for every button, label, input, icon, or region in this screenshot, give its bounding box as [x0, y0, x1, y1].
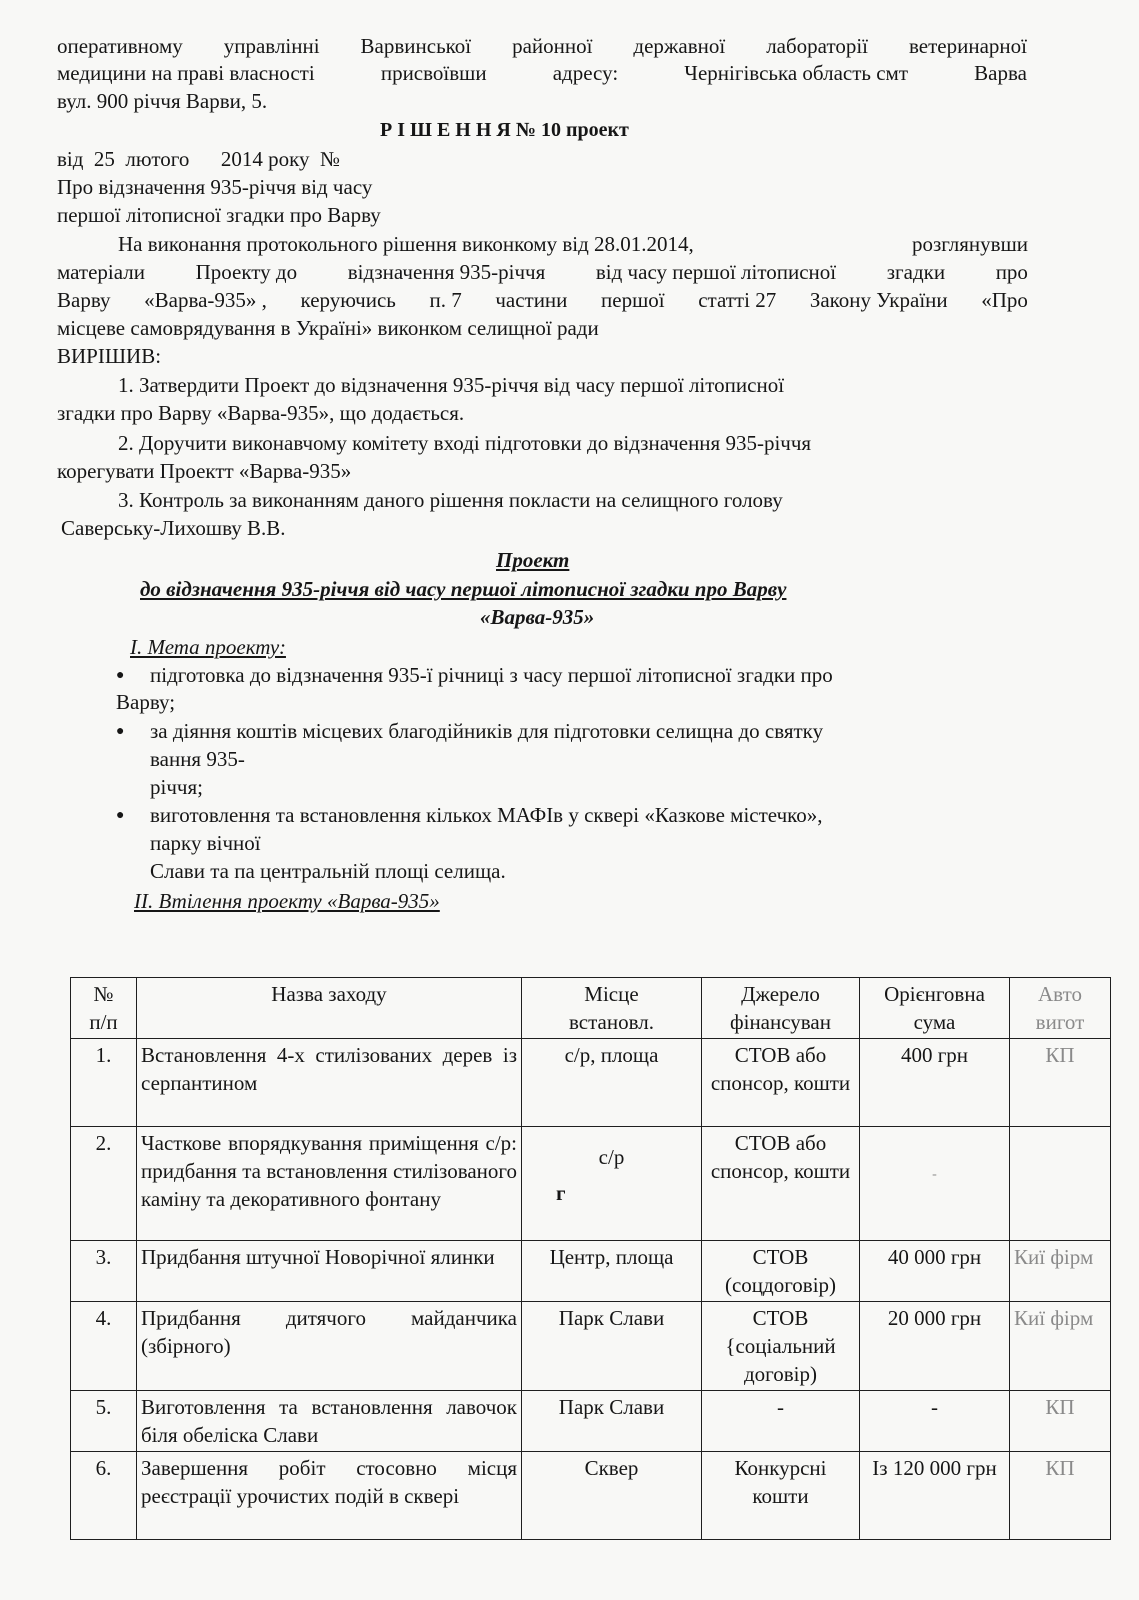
item-3-line-2: Саверську-Лихошву В.В.: [61, 516, 286, 540]
bullet-2-line-2: вання 935-: [150, 747, 245, 771]
table-row: [71, 1127, 1111, 1241]
item-2-line-2: корегувати Проектт «Варва-935»: [57, 459, 352, 483]
paragraph-1-line-3: Варву «Варва-935» , керуючись п. 7 частини першої статті 27 Закону України «Про: [57, 288, 1028, 312]
row-sum: 40 000 грн: [860, 1241, 1010, 1302]
row-event-name: Виготовлення та встановлення лавочок біля обеліска Слави: [137, 1391, 522, 1452]
row-place: с/р, площа: [522, 1039, 702, 1127]
decision-date: від 25 лютого 2014 року №: [57, 147, 341, 171]
paragraph-1-line-1: На виконання протокольного рішення виконкому від 28.01.2014, розглянувши: [118, 232, 1028, 256]
header-sum: Орієнговна сума: [860, 978, 1010, 1039]
item-3-line-1: 3. Контроль за виконанням даного рішення покласти на селищного голову: [118, 488, 783, 512]
row-event-name: Придбання штучної Новорічної ялинки: [137, 1241, 522, 1302]
row-author: КП: [1010, 1452, 1111, 1540]
row-place: Парк Слави: [522, 1391, 702, 1452]
row-place: Парк Слави: [522, 1302, 702, 1391]
bullet-marker: ●: [116, 808, 125, 823]
intro-line-2: медицини на праві власності присвоївши адресу: Чернігівська область смт Варва: [57, 61, 1027, 85]
row-number: 2.: [71, 1127, 137, 1241]
project-heading: Проект: [496, 548, 570, 572]
item-1-line-1: 1. Затвердити Проект до відзначення 935-річчя від часу першої літописної: [118, 373, 785, 397]
row-number: 5.: [71, 1391, 137, 1452]
bullet-marker: ●: [116, 724, 125, 739]
row-source: СТОВ (соцдоговір): [702, 1241, 860, 1302]
header-event-name: Назва заходу: [137, 978, 522, 1039]
row-sum: 20 000 грн: [860, 1302, 1010, 1391]
row-author: КП: [1010, 1039, 1111, 1127]
table-row: [71, 1391, 1111, 1452]
bullet-2-line-1: за діяння коштів місцевих благодійників для підготовки селищна до святку: [150, 719, 824, 743]
table-header-row: [71, 978, 1111, 1039]
row-author: КП: [1010, 1391, 1111, 1452]
row-number: 6.: [71, 1452, 137, 1540]
intro-line-3: вул. 900 річчя Варви, 5.: [57, 89, 268, 113]
section-1-heading: І. Мета проекту:: [130, 635, 286, 659]
row-event-name: Завершення робіт стосовно місця реєстрації урочистих подій в сквері: [137, 1452, 522, 1540]
item-2-line-1: 2. Доручити виконавчому комітету вході підготовки до відзначення 935-річчя: [118, 431, 812, 455]
row-sum: 400 грн: [860, 1039, 1010, 1127]
bullet-marker: ●: [116, 668, 125, 683]
row-source: СТОВ або спонсор, кошти: [702, 1127, 860, 1241]
table-row: [71, 1302, 1111, 1391]
resolved-heading: ВИРІШИВ:: [57, 344, 162, 368]
project-name: «Варва-935»: [480, 605, 595, 629]
row-source: СТОВ або спонсор, кошти: [702, 1039, 860, 1127]
row-place: Центр, площа: [522, 1241, 702, 1302]
row-sum: -: [860, 1391, 1010, 1452]
table-row: [71, 1452, 1111, 1540]
row-event-name: Часткове впорядкування приміщення с/р: придбання та встановлення стилізованого каміну та декоративного фонтану: [137, 1127, 522, 1241]
row-sum: Із 120 000 грн: [860, 1452, 1010, 1540]
row-place: с/р г: [522, 1127, 702, 1241]
bullet-1-line-2: Варву;: [116, 690, 176, 714]
decision-title: Р І Ш Е Н Н Я № 10 проект: [380, 119, 629, 141]
row-source: -: [702, 1391, 860, 1452]
row-place: Сквер: [522, 1452, 702, 1540]
header-place: Місце встановл.: [522, 978, 702, 1039]
row-sum: -: [860, 1127, 1010, 1241]
row-event-name: Встановлення 4-х стилізованих дерев із серпантином: [137, 1039, 522, 1127]
decision-subject-line-2: першої літописної згадки про Варву: [57, 203, 381, 227]
project-subheading: до відзначення 935-річчя від часу першої літописної згадки про Варву: [140, 577, 787, 601]
header-source: Джерело фінансуван: [702, 978, 860, 1039]
header-number: № п/п: [71, 978, 137, 1039]
paragraph-1-line-2: матеріали Проекту до відзначення 935-річчя від часу першої літописної згадки про: [57, 260, 1028, 284]
row-author: [1010, 1127, 1111, 1241]
paragraph-1-line-4: місцеве самоврядування в Україні» виконком селищної ради: [57, 316, 599, 340]
table-row: [71, 1241, 1111, 1302]
row-source: СТОВ {соціальний договір): [702, 1302, 860, 1391]
section-2-heading: ІІ. Втілення проекту «Варва-935»: [134, 889, 440, 913]
bullet-2-line-3: річчя;: [150, 775, 203, 799]
row-number: 3.: [71, 1241, 137, 1302]
decision-subject-line-1: Про відзначення 935-річчя від часу: [57, 175, 373, 199]
bullet-3-line-2: парку вічної: [150, 831, 261, 855]
bullet-1-line-1: підготовка до відзначення 935-ї річниці з часу першої літописної згадки про: [150, 663, 833, 687]
events-table: [70, 977, 1111, 1540]
row-author: Киї фірм: [1010, 1302, 1111, 1391]
header-author: Авто вигот: [1010, 978, 1111, 1039]
bullet-3-line-3: Слави та па центральній площі селища.: [150, 859, 506, 883]
row-number: 4.: [71, 1302, 137, 1391]
row-event-name: Придбання дитячого майданчика (збірного): [137, 1302, 522, 1391]
intro-line-1: оперативному управлінні Варвинської районної державної лабораторії ветеринарної: [57, 34, 1027, 58]
item-1-line-2: згадки про Варву «Варва-935», що додається.: [57, 401, 465, 425]
row-source: Конкурсні кошти: [702, 1452, 860, 1540]
row-author: Киї фірм: [1010, 1241, 1111, 1302]
row-number: 1.: [71, 1039, 137, 1127]
bullet-3-line-1: виготовлення та встановлення кількох МАФІв у сквері «Казкове містечко»,: [150, 803, 823, 827]
table-row: [71, 1039, 1111, 1127]
